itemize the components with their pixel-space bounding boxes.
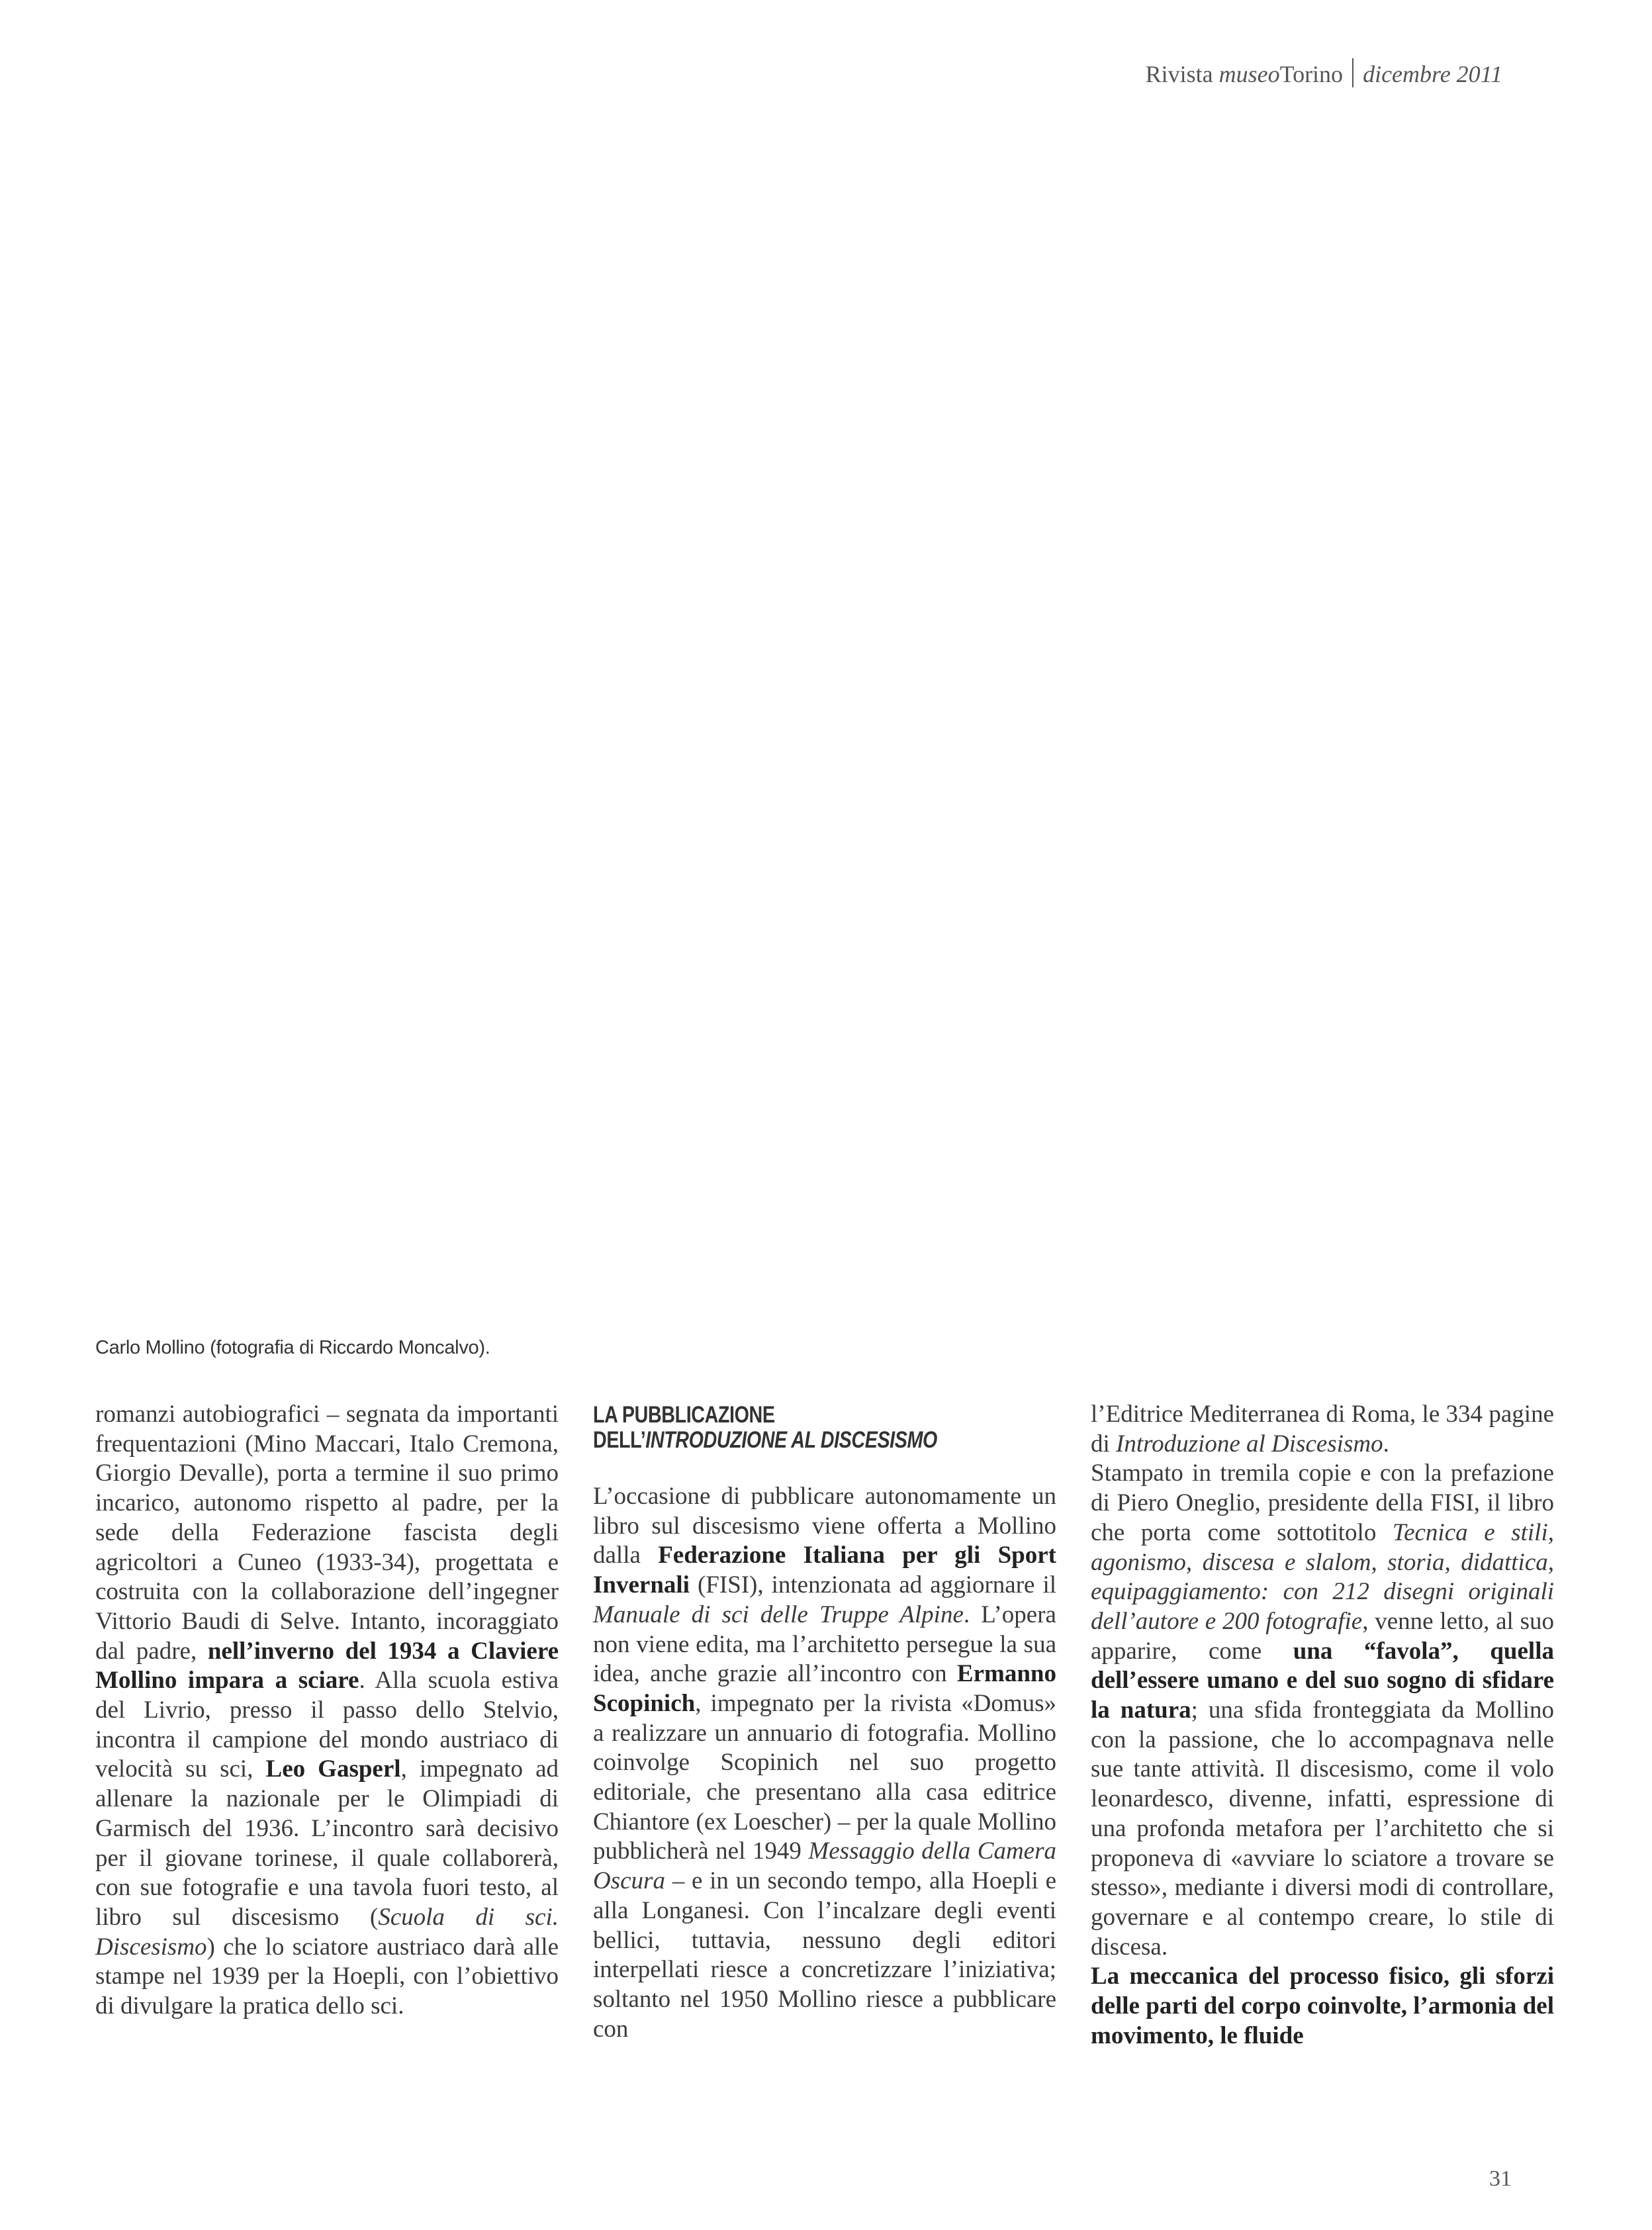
bold-text: una “favola”, quella dell’essere umano e del suo sogno di sfidare la natura — [1091, 1637, 1554, 1724]
section-title — [593, 1403, 1060, 1453]
text: , impegnato ad allenare la nazionale per le Olimpiadi di Garmisch del 1936. L’incontro sarà decisivo per il giovane torinese, il quale collaborerà, con sue fotografie e una tavola fuori testo, al libro sul discesismo ( — [95, 1755, 559, 1931]
column-3 — [1091, 1400, 1554, 2051]
text: . — [1383, 1430, 1389, 1458]
bold-text: Leo Gasperl — [265, 1755, 401, 1783]
section-title-line-2 — [593, 1428, 1060, 1453]
text: – e in un secondo tempo, alla Hoepli e alla Longanesi. Con l’incalzare degli eventi bellici, tuttavia, nessuno degli editori interpellati riesce a concretizzare l’iniziativa; soltanto nel 1950 Mollino riesce a pubblicare con — [593, 1867, 1056, 2043]
paragraph — [1091, 1459, 1554, 1962]
text: ; una sfida fronteggiata da Mollino con la passione, che lo accompagnava nelle sue tante attività. Il discesismo, come il volo leonardesco, divenne, infatti, espressione di una profonda metafora per l’architetto che si proponeva di «avviare lo sciatore a trovare se stesso», mediante i diversi modi di controllare, governare e al contempo creare, lo stile di discesa. — [1091, 1696, 1554, 1961]
column-2 — [593, 1400, 1056, 2044]
text: . L’opera non viene edita, ma l’architetto persegue la sua idea, anche grazie all’incontro con — [593, 1601, 1056, 1688]
bold-text: La meccanica del processo fisico, gli sforzi delle parti del corpo coinvolte, l’armonia del movimento, le fluide — [1091, 1963, 1554, 2049]
photo-area — [95, 113, 1557, 1317]
text: l’Editrice Mediterranea di Roma, le 334 pagine di — [1091, 1401, 1554, 1458]
paragraph — [95, 1400, 559, 2021]
column-1 — [95, 1400, 559, 2021]
header-divider — [1352, 58, 1354, 87]
header-city: Torino — [1279, 61, 1344, 87]
text: (FISI), intenzionata ad aggiornare il — [689, 1571, 1056, 1599]
section-title-line-1: LA PUBBLICAZIONE — [593, 1402, 775, 1428]
italic-text: Introduzione al Discesismo — [1116, 1430, 1383, 1458]
section-title-prefix: DELL’ — [593, 1427, 646, 1453]
paragraph — [1091, 1400, 1554, 1459]
italic-text: Manuale di sci delle Truppe Alpine — [593, 1601, 964, 1628]
text: L’occasione di pubblicare autonomamente un libro sul discesismo viene offerta a Mollino dalla — [593, 1483, 1056, 1569]
section-title-italic: INTRODUZIONE AL DISCESISMO — [645, 1427, 937, 1453]
header-museo: museo — [1218, 61, 1280, 87]
bold-text: Ermanno Scopinich — [593, 1660, 1056, 1717]
paragraph — [1091, 1962, 1554, 2051]
bold-text: Federazione Italiana per gli Sport Invernali — [593, 1542, 1057, 1599]
text: ) che lo sciatore austriaco darà alle stampe nel 1939 per la Hoepli, con l’obiettivo di divulgare la pratica dello sci. — [95, 1933, 559, 2020]
text: Stampato in tremila copie e con la prefazione di Piero Oneglio, presidente della FISI, il libro che porta come sottotitolo — [1091, 1460, 1554, 1546]
text: . Alla scuola estiva del Livrio, presso il passo dello Stelvio, incontra il campione del mondo austriaco di velocità su sci, — [95, 1667, 559, 1783]
italic-text: Scuola di sci. Discesismo — [95, 1903, 559, 1961]
bold-text: nell’inverno del 1934 a Claviere Mollino impara a sciare — [95, 1637, 559, 1695]
paragraph — [593, 1482, 1056, 2044]
header-prefix: Rivista — [1145, 61, 1219, 87]
text: , venne letto, al suo apparire, come — [1091, 1607, 1554, 1665]
text: romanzi autobiografici – segnata da importanti frequentazioni (Mino Maccari, Italo Cremona, Giorgio Devalle), porta a termine il suo primo incarico, autonomo rispetto al padre, per la sede della Federazione fascista degli agricoltori a Cuneo (1933-34), progettata e costruita con la collaborazione dell’ingegner Vittorio Baudi di Selve. Intanto, incoraggiato dal padre, — [95, 1401, 559, 1665]
running-header — [1146, 58, 1502, 88]
header-date: dicembre 2011 — [1363, 61, 1502, 87]
italic-text: Tecnica e stili, agonismo, discesa e slalom, storia, didattica, equipaggiamento: con 212 disegni originali dell’autore e 200 fotografie — [1091, 1518, 1554, 1635]
page-number: 31 — [1489, 2166, 1512, 2191]
italic-text: Messaggio della Camera Oscura — [593, 1837, 1056, 1895]
photo-caption: Carlo Mollino (fotografia di Riccardo Moncalvo). — [95, 1337, 490, 1358]
text: , impegnato per la rivista «Domus» a realizzare un annuario di fotografia. Mollino coinvolge Scopinich nel suo progetto editoriale, che presentano alla casa editrice Chiantore (ex Loescher) – per la quale Mollino pubblicherà nel 1949 — [593, 1689, 1056, 1865]
